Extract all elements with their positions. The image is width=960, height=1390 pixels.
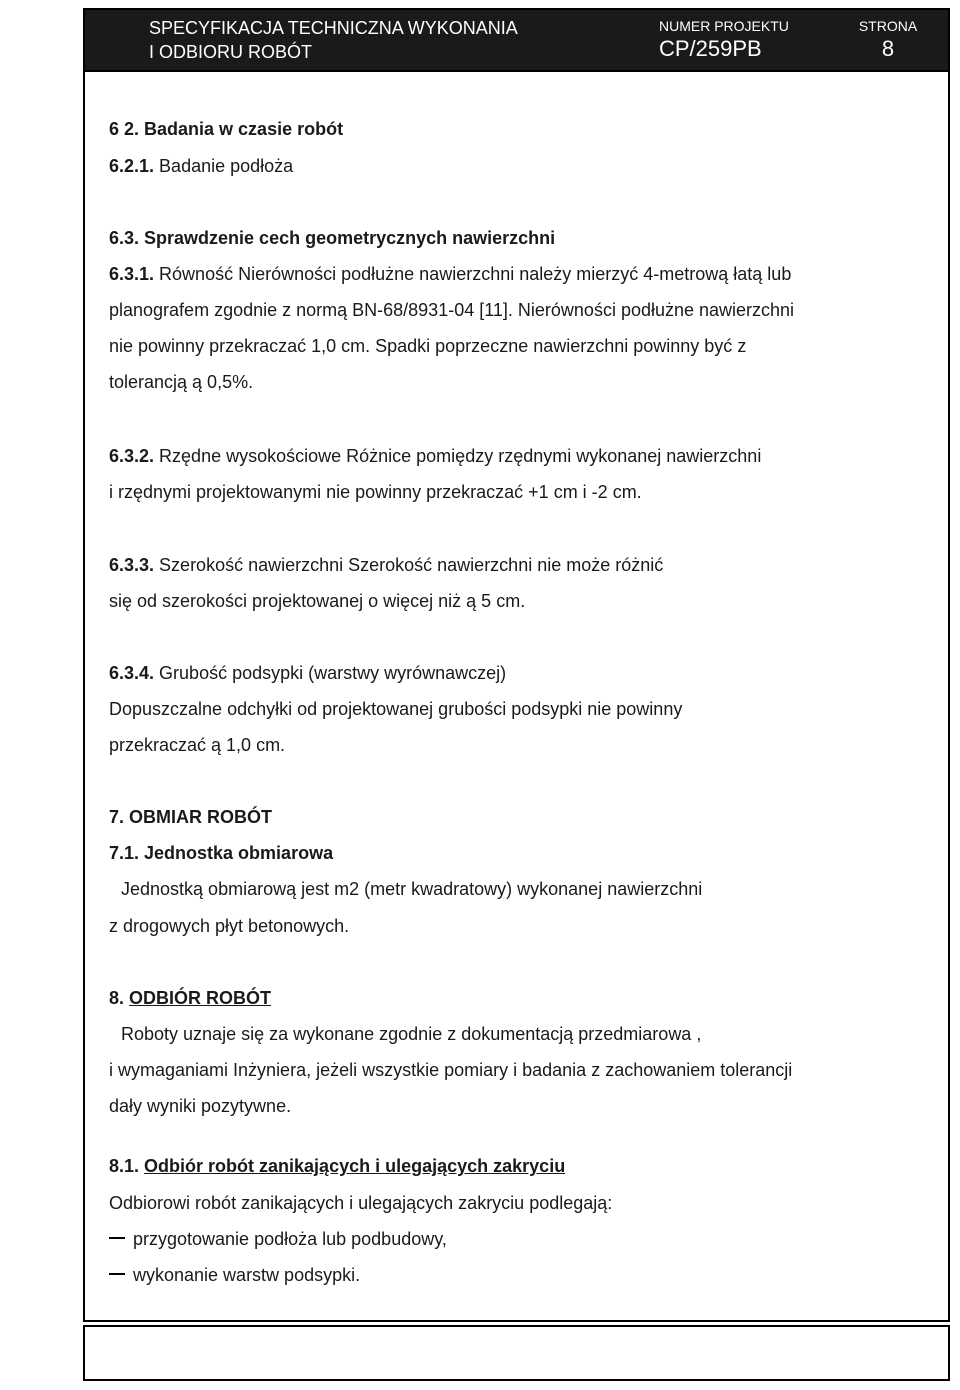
section-8-1-item1-text: przygotowanie podłoża lub podbudowy, xyxy=(133,1229,447,1249)
section-6-3-4-line1 xyxy=(109,663,506,684)
project-number-label: NUMER PROJEKTU xyxy=(659,17,789,34)
section-6-3-1-line3: nie powinny przekraczać 1,0 cm. Spadki poprzeczne nawierzchni powinny być z xyxy=(109,336,747,356)
section-6-2-1 xyxy=(109,156,293,177)
section-6-3-2-line2: i rzędnymi projektowanymi nie powinny przekraczać +1 cm i -2 cm. xyxy=(109,482,642,502)
section-8-1-item1 xyxy=(109,1229,447,1250)
page-number: 8 xyxy=(881,36,895,61)
project-number-value: CP/259PB xyxy=(659,36,762,61)
header-title-cell xyxy=(85,10,640,70)
header-project-cell xyxy=(640,10,828,70)
section-6-3-3-number: 6.3.3. xyxy=(109,555,155,575)
footer-box xyxy=(83,1325,950,1381)
section-6-2-1-number: 6.2.1. xyxy=(109,156,155,176)
section-7-1-line1: Jednostką obmiarową jest m2 (metr kwadratowy) wykonanej nawierzchni xyxy=(121,879,703,899)
section-8-1-heading: Odbiór robót zanikających i ulegających zakryciu xyxy=(144,1156,566,1176)
section-7-1-title: 7.1. Jednostka obmiarowa xyxy=(109,843,334,863)
section-6-3-title: 6.3. Sprawdzenie cech geometrycznych nawierzchni xyxy=(109,228,556,248)
section-6-3-3-line1 xyxy=(109,555,663,576)
section-6-3-4-text1: Grubość podsypki (warstwy wyrównawczej) xyxy=(154,663,507,683)
section-7-1-line2: z drogowych płyt betonowych. xyxy=(109,916,350,936)
section-6-3-4-number: 6.3.4. xyxy=(109,663,155,683)
dash-bullet-icon xyxy=(109,1273,125,1275)
section-8-1-line1: Odbiorowi robót zanikających i ulegających zakryciu podlegają: xyxy=(109,1193,613,1213)
content-frame xyxy=(83,72,950,1322)
header-title-line1: SPECYFIKACJA TECHNICZNA WYKONANIA xyxy=(149,17,518,38)
section-6-3-1-line4: tolerancją ą 0,5%. xyxy=(109,372,254,392)
section-6-2-1-text: Badanie podłoża xyxy=(154,156,294,176)
section-8-1-item2-text: wykonanie warstw podsypki. xyxy=(133,1265,361,1285)
section-8-1-title xyxy=(109,1156,565,1177)
document-header xyxy=(83,8,950,72)
section-6-3-2-number: 6.3.2. xyxy=(109,446,155,466)
section-6-3-3-line2: się od szerokości projektowanej o więcej niż ą 5 cm. xyxy=(109,591,526,611)
section-8-1-number: 8.1. xyxy=(109,1156,140,1176)
section-8-title xyxy=(109,988,271,1009)
section-8-heading: ODBIÓR ROBÓT xyxy=(129,988,272,1008)
section-6-2-title: 6 2. Badania w czasie robót xyxy=(109,119,344,139)
section-8-line2: i wymaganiami Inżyniera, jeżeli wszystkie pomiary i badania z zachowaniem tolerancji xyxy=(109,1060,793,1080)
section-7-title: 7. OBMIAR ROBÓT xyxy=(109,807,273,827)
header-title-line2: I ODBIORU ROBÓT xyxy=(149,42,313,62)
section-8-number: 8. xyxy=(109,988,125,1008)
section-8-line3: dały wyniki pozytywne. xyxy=(109,1096,292,1116)
section-6-3-3-text1: Szerokość nawierzchni Szerokość nawierzchni nie może różnić xyxy=(154,555,664,575)
section-6-3-2-text1: Rzędne wysokościowe Różnice pomiędzy rzędnymi wykonanej nawierzchni xyxy=(154,446,762,466)
dash-bullet-icon xyxy=(109,1237,125,1239)
section-8-1-item2 xyxy=(109,1265,360,1286)
page-label: STRONA xyxy=(858,17,918,34)
header-page-cell xyxy=(828,10,948,70)
section-8-line1: Roboty uznaje się za wykonane zgodnie z dokumentacją przedmiarowa , xyxy=(121,1024,702,1044)
section-6-3-2-line1 xyxy=(109,446,761,467)
section-6-3-1-number: 6.3.1. xyxy=(109,264,155,284)
section-6-3-4-line2: Dopuszczalne odchyłki od projektowanej grubości podsypki nie powinny xyxy=(109,699,683,719)
section-6-3-4-line3: przekraczać ą 1,0 cm. xyxy=(109,735,286,755)
section-6-3-1-text1: Równość Nierówności podłużne nawierzchni należy mierzyć 4-metrową łatą lub xyxy=(154,264,792,284)
section-6-3-1-line2: planografem zgodnie z normą BN-68/8931-04 [11]. Nierówności podłużne nawierzchni xyxy=(109,300,795,320)
section-6-3-1-line1 xyxy=(109,264,791,285)
